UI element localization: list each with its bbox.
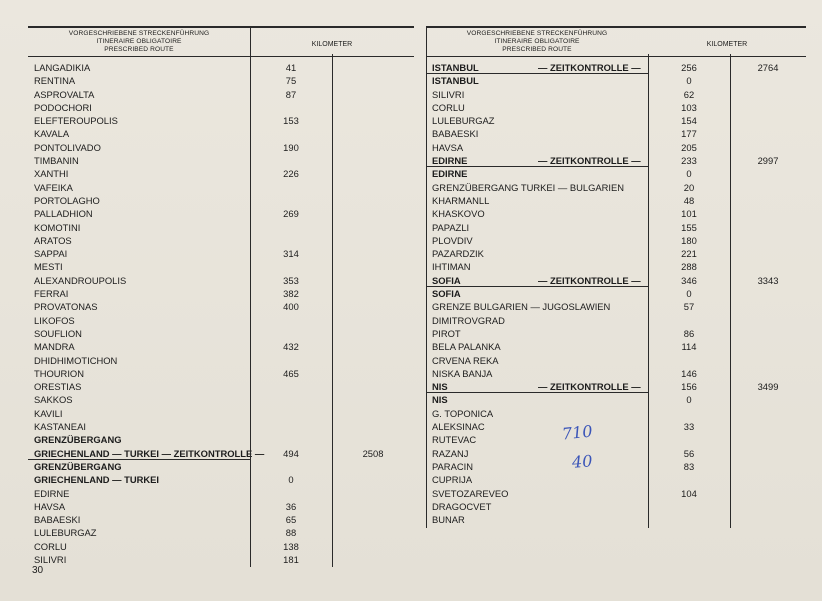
- route-row: [426, 287, 806, 300]
- route-row: [426, 314, 806, 327]
- place-name: EDIRNE: [432, 168, 468, 180]
- segment-km: 103: [681, 101, 697, 113]
- segment-km: 41: [285, 62, 297, 73]
- route-rows: [28, 57, 414, 566]
- route-row: [426, 154, 806, 167]
- place-name: ALEXANDROUPOLIS: [34, 274, 127, 286]
- segment-km: 382: [283, 288, 299, 300]
- place-name: PONTOLIVADO: [34, 141, 101, 153]
- segment-km: 83: [683, 460, 695, 472]
- km-header: KILOMETER: [311, 41, 353, 48]
- segment-km: 154: [681, 115, 697, 127]
- place-name: SILIVRI: [432, 88, 465, 100]
- route-row: [28, 287, 414, 300]
- total-km: 2997: [757, 155, 779, 167]
- place-name: SOFIA: [432, 288, 461, 300]
- segment-km: 114: [681, 341, 697, 353]
- route-row: [426, 61, 806, 74]
- place-name: HAVSA: [432, 141, 464, 153]
- place-name: KAVALA: [34, 128, 70, 140]
- route-row: [28, 500, 414, 513]
- segment-km: 101: [681, 208, 697, 220]
- route-row: [28, 327, 414, 340]
- place-name: PALLADHION: [34, 208, 93, 220]
- total-km: 2764: [757, 62, 779, 73]
- route-row: [28, 300, 414, 313]
- segment-km: 48: [683, 194, 695, 206]
- route-header-de: VORGESCHRIEBENE STRECKENFÜHRUNG: [68, 30, 210, 37]
- place-name: KAVILI: [34, 407, 63, 419]
- place-name: LANGADIKIA: [34, 62, 91, 73]
- total-km: 2508: [362, 447, 384, 459]
- place-name: NIS: [432, 394, 448, 406]
- route-row: [426, 300, 806, 313]
- place-name: SOUFLION: [34, 327, 82, 339]
- place-name: ISTANBUL: [432, 62, 479, 73]
- segment-km: 33: [683, 421, 695, 433]
- route-row: [28, 540, 414, 553]
- route-row: [28, 487, 414, 500]
- place-name: BABAESKI: [432, 128, 479, 140]
- segment-km: 432: [283, 341, 299, 353]
- segment-km: 314: [283, 248, 299, 260]
- place-name: MESTI: [34, 261, 63, 273]
- route-row: [426, 367, 806, 380]
- handwritten-note: 40: [571, 451, 593, 472]
- route-header-fr: ITINERAIRE OBLIGATOIRE: [96, 38, 182, 45]
- place-name: PROVATONAS: [34, 301, 98, 313]
- route-row: [426, 194, 806, 207]
- section-divider: [28, 459, 250, 460]
- place-name: PODOCHORI: [34, 101, 92, 113]
- place-name: ARATOS: [34, 234, 72, 246]
- place-name: NISKA BANJA: [432, 367, 493, 379]
- place-name: LULEBURGAZ: [432, 115, 495, 127]
- place-name: ELEFTEROUPOLIS: [34, 115, 118, 127]
- route-row: [426, 447, 806, 460]
- route-row: [426, 340, 806, 353]
- place-name: PARACIN: [432, 460, 473, 472]
- place-name: VAFEIKA: [34, 181, 73, 193]
- route-row: [426, 247, 806, 260]
- place-name: BABAESKI: [34, 514, 81, 526]
- segment-km: 0: [686, 75, 692, 87]
- place-name: THOURION: [34, 367, 84, 379]
- segment-km: 190: [283, 141, 299, 153]
- route-row: [426, 74, 806, 87]
- route-row: [28, 207, 414, 220]
- time-control-label: — ZEITKONTROLLE —: [538, 274, 641, 286]
- place-name: GRENZÜBERGANG: [34, 460, 122, 472]
- place-name: PIROT: [432, 327, 461, 339]
- route-row: [426, 354, 806, 367]
- route-row: [28, 526, 414, 539]
- place-name: SILIVRI: [34, 553, 67, 565]
- segment-km: 0: [686, 288, 692, 300]
- column-rule: [332, 54, 333, 567]
- total-km: 3499: [757, 381, 779, 393]
- segment-km: 233: [681, 155, 697, 167]
- route-header: [28, 30, 250, 54]
- segment-km: 494: [283, 447, 299, 459]
- place-name: ALEKSINAC: [432, 421, 485, 433]
- segment-km: 138: [283, 540, 299, 552]
- place-name: IHTIMAN: [432, 261, 471, 273]
- place-name: CORLU: [34, 540, 67, 552]
- route-row: [28, 154, 414, 167]
- section-divider: [426, 73, 648, 74]
- place-name: XANTHI: [34, 168, 69, 180]
- section-divider: [426, 286, 648, 287]
- place-name: PAPAZLI: [432, 221, 470, 233]
- km-header: KILOMETER: [706, 41, 748, 48]
- page-number: 30: [32, 565, 44, 576]
- place-name: DIMITROVGRAD: [432, 314, 505, 326]
- place-name: BELA PALANKA: [432, 341, 501, 353]
- segment-km: 346: [681, 274, 697, 286]
- segment-km: 465: [283, 367, 299, 379]
- route-row: [28, 354, 414, 367]
- time-control-label: — ZEITKONTROLLE —: [538, 381, 641, 393]
- route-row: [426, 487, 806, 500]
- segment-km: 88: [285, 527, 297, 539]
- route-row: [28, 407, 414, 420]
- route-row: [28, 234, 414, 247]
- route-row: [426, 473, 806, 486]
- route-row: [426, 234, 806, 247]
- route-row: [426, 127, 806, 140]
- segment-km: 155: [681, 221, 697, 233]
- column-rule: [250, 26, 251, 567]
- route-row: [426, 433, 806, 446]
- segment-km: 269: [283, 208, 299, 220]
- route-row: [426, 327, 806, 340]
- segment-km: 153: [283, 115, 299, 127]
- route-header: [426, 30, 648, 54]
- route-row: [28, 127, 414, 140]
- route-row: [426, 420, 806, 433]
- route-row: [28, 420, 414, 433]
- place-name: DHIDHIMOTICHON: [34, 354, 118, 366]
- place-name: BUNAR: [432, 514, 465, 526]
- route-row: [426, 88, 806, 101]
- route-row: [426, 181, 806, 194]
- place-name: PORTOLAGHO: [34, 194, 100, 206]
- place-name: SAPPAI: [34, 248, 68, 260]
- route-header-en: PRESCRIBED ROUTE: [502, 46, 572, 53]
- route-row: [426, 380, 806, 393]
- section-divider: [426, 166, 648, 167]
- place-name: KHARMANLL: [432, 194, 490, 206]
- route-row: [28, 221, 414, 234]
- place-name: ASPROVALTA: [34, 88, 95, 100]
- route-row: [28, 367, 414, 380]
- segment-km: 288: [681, 261, 697, 273]
- place-name: SVETOZAREVEO: [432, 487, 509, 499]
- route-row: [28, 181, 414, 194]
- route-row: [28, 141, 414, 154]
- place-name: RAZANJ: [432, 447, 469, 459]
- column-rule: [648, 54, 649, 528]
- place-name: EDIRNE: [432, 155, 468, 167]
- place-name: NIS: [432, 381, 448, 393]
- place-name: KOMOTINI: [34, 221, 81, 233]
- route-row: [28, 260, 414, 273]
- place-name: SAKKOS: [34, 394, 73, 406]
- route-row: [28, 314, 414, 327]
- segment-km: 256: [681, 62, 697, 73]
- route-header-en: PRESCRIBED ROUTE: [104, 46, 174, 53]
- route-row: [426, 221, 806, 234]
- place-name: RUTEVAC: [432, 434, 477, 446]
- place-name: RENTINA: [34, 75, 76, 87]
- route-row: [28, 553, 414, 566]
- route-row: [426, 101, 806, 114]
- place-name: HAVSA: [34, 500, 66, 512]
- segment-km: 0: [686, 394, 692, 406]
- segment-km: 20: [683, 181, 695, 193]
- route-row: [426, 141, 806, 154]
- column-rule: [426, 26, 427, 528]
- route-row: [426, 260, 806, 273]
- place-name: CORLU: [432, 101, 465, 113]
- segment-km: 86: [683, 327, 695, 339]
- segment-km: 226: [283, 168, 299, 180]
- segment-km: 177: [681, 128, 697, 140]
- place-name: ISTANBUL: [432, 75, 479, 87]
- route-row: [28, 393, 414, 406]
- total-km: 3343: [757, 274, 779, 286]
- segment-km: 56: [683, 447, 695, 459]
- route-row: [426, 207, 806, 220]
- route-row: [426, 513, 806, 526]
- place-name: KASTANEAI: [34, 421, 86, 433]
- route-row: [426, 407, 806, 420]
- table-header: [426, 26, 806, 57]
- section-divider: [426, 392, 648, 393]
- segment-km: 87: [285, 88, 297, 100]
- segment-km: 205: [681, 141, 697, 153]
- segment-km: 0: [288, 474, 294, 486]
- place-name: ORESTIAS: [34, 381, 82, 393]
- place-name: TIMBANIN: [34, 155, 79, 167]
- place-name: G. TOPONICA: [432, 407, 494, 419]
- route-table-right: [426, 26, 806, 526]
- segment-km: 65: [285, 514, 297, 526]
- place-name: GRIECHENLAND — TURKEI: [34, 474, 160, 486]
- place-name: FERRAI: [34, 288, 69, 300]
- place-name: LULEBURGAZ: [34, 527, 97, 539]
- route-row: [28, 114, 414, 127]
- route-row: [28, 247, 414, 260]
- route-row: [28, 433, 414, 446]
- time-control-label: — ZEITKONTROLLE —: [538, 155, 641, 167]
- route-row: [426, 114, 806, 127]
- place-name: GRENZÜBERGANG: [34, 434, 122, 446]
- segment-km: 62: [683, 88, 695, 100]
- segment-km: 181: [283, 553, 299, 565]
- place-name: GRENZE BULGARIEN — JUGOSLAWIEN: [432, 301, 611, 313]
- handwritten-note: 710: [561, 421, 594, 444]
- place-name: PLOVDIV: [432, 234, 473, 246]
- place-name: MANDRA: [34, 341, 75, 353]
- segment-km: 400: [283, 301, 299, 313]
- route-rows: [426, 57, 806, 526]
- segment-km: 57: [683, 301, 695, 313]
- place-name: SOFIA: [432, 274, 461, 286]
- route-header-fr: ITINERAIRE OBLIGATOIRE: [494, 38, 580, 45]
- route-row: [28, 447, 414, 460]
- route-row: [28, 513, 414, 526]
- segment-km: 221: [681, 248, 697, 260]
- segment-km: 353: [283, 274, 299, 286]
- route-row: [28, 74, 414, 87]
- route-row: [28, 88, 414, 101]
- place-name: GRIECHENLAND — TURKEI — ZEITKONTROLLE —: [34, 447, 265, 459]
- route-row: [28, 194, 414, 207]
- route-header-de: VORGESCHRIEBENE STRECKENFÜHRUNG: [466, 30, 608, 37]
- route-row: [426, 460, 806, 473]
- route-row: [28, 380, 414, 393]
- route-row: [426, 167, 806, 180]
- route-row: [28, 61, 414, 74]
- route-row: [426, 500, 806, 513]
- segment-km: 146: [681, 367, 697, 379]
- time-control-label: — ZEITKONTROLLE —: [538, 62, 641, 73]
- segment-km: 104: [681, 487, 697, 499]
- place-name: CRVENA REKA: [432, 354, 499, 366]
- route-row: [28, 167, 414, 180]
- segment-km: 156: [681, 381, 697, 393]
- place-name: PAZARDZIK: [432, 248, 484, 260]
- column-rule: [730, 54, 731, 528]
- route-row: [28, 473, 414, 486]
- place-name: CUPRIJA: [432, 474, 473, 486]
- segment-km: 75: [285, 75, 297, 87]
- table-header: [28, 26, 414, 57]
- place-name: GRENZÜBERGANG TURKEI — BULGARIEN: [432, 181, 625, 193]
- route-row: [28, 460, 414, 473]
- route-row: [426, 393, 806, 406]
- place-name: KHASKOVO: [432, 208, 485, 220]
- route-row: [28, 101, 414, 114]
- segment-km: 36: [285, 500, 297, 512]
- place-name: EDIRNE: [34, 487, 70, 499]
- route-row: [28, 274, 414, 287]
- route-row: [28, 340, 414, 353]
- place-name: DRAGOCVET: [432, 500, 492, 512]
- route-table-left: [28, 26, 414, 566]
- segment-km: 0: [686, 168, 692, 180]
- route-row: [426, 274, 806, 287]
- place-name: LIKOFOS: [34, 314, 75, 326]
- segment-km: 180: [681, 234, 697, 246]
